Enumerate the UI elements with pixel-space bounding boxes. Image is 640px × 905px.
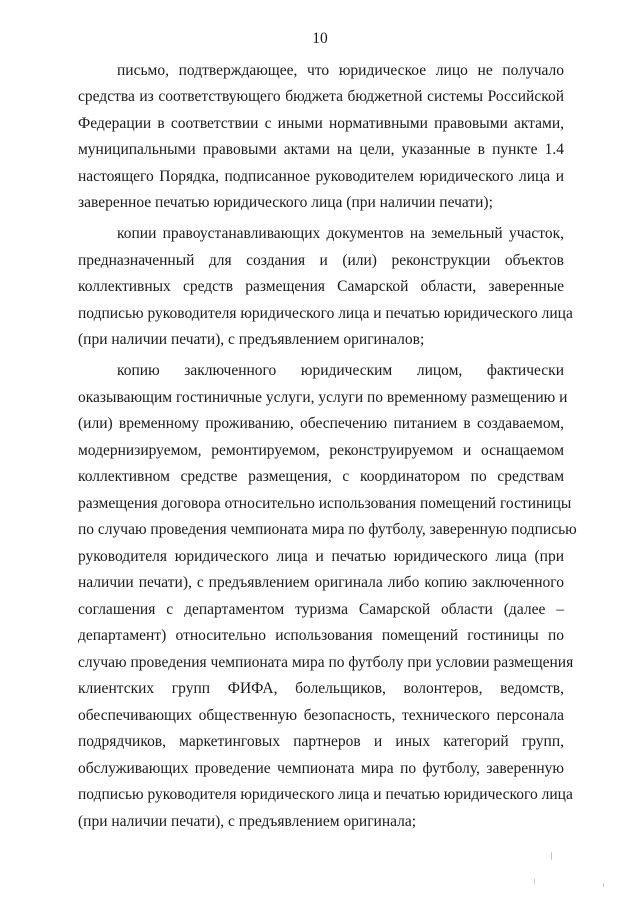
paragraph-3-line-9: наличии печати), с предъявлением оригинала либо копию заключенного bbox=[78, 574, 564, 591]
paragraph-1-line-1: письмо, подтверждающее, что юридическое лицо не получало bbox=[117, 62, 564, 79]
paragraph-3-line-7: по случаю проведения чемпионата мира по футболу, заверенную подписью bbox=[78, 521, 577, 538]
paragraph-3-line-13: клиентских групп ФИФА, болельщиков, волонтеров, ведомств, bbox=[78, 680, 564, 697]
paragraph-3-line-8: руководителя юридического лица и печатью юридического лица (при bbox=[78, 548, 564, 565]
paragraph-3-line-18: (при наличии печати), с предъявлением оригинала; bbox=[78, 813, 417, 830]
paragraph-3-line-14: обеспечивающих общественную безопасность, технического персонала bbox=[78, 707, 564, 724]
paragraph-1-line-5: настоящего Порядка, подписанное руководителем юридического лица и bbox=[78, 168, 564, 185]
paragraph-3-line-6: размещения договора относительно использования помещений гостиницы bbox=[78, 495, 572, 512]
paragraph-1-line-4: муниципальными правовыми актами на цели, указанные в пункте 1.4 bbox=[78, 141, 564, 158]
paragraph-3-line-2: оказывающим гостиничные услуги, услуги по временному размещению и bbox=[78, 389, 568, 406]
paragraph-1-line-6: заверенное печатью юридического лица (при наличии печати); bbox=[78, 194, 493, 211]
paragraph-3-line-10: соглашения с департаментом туризма Самарской области (далее – bbox=[78, 601, 564, 618]
paragraph-3-line-11: департамент) относительно использования помещений гостиницы по bbox=[78, 627, 564, 644]
paragraph-1-line-2: средства из соответствующего бюджета бюджетной системы Российской bbox=[78, 88, 564, 105]
scan-speck bbox=[603, 883, 604, 887]
paragraph-2-line-4: подписью руководителя юридического лица и печатью юридического лица bbox=[78, 305, 573, 322]
paragraph-3-line-17: подписью руководителя юридического лица и печатью юридического лица bbox=[78, 786, 573, 803]
paragraph-2-line-3: коллективных средств размещения Самарской области, заверенные bbox=[78, 278, 564, 295]
paragraph-3-line-16: обслуживающих проведение чемпионата мира по футболу, заверенную bbox=[78, 760, 564, 777]
paragraph-3-line-4: модернизируемом, ремонтируемом, реконструируемом и оснащаемом bbox=[78, 442, 564, 459]
scan-speck bbox=[534, 879, 535, 884]
paragraph-1-line-3: Федерации в соответствии с иными нормативными правовыми актами, bbox=[78, 115, 564, 132]
paragraph-3-line-5: коллективном средстве размещения, с координатором по средствам bbox=[78, 468, 564, 485]
scan-speck bbox=[551, 852, 552, 860]
paragraph-2-line-2: предназначенный для создания и (или) реконструкции объектов bbox=[78, 252, 564, 269]
paragraph-3-line-15: подрядчиков, маркетинговых партнеров и иных категорий групп, bbox=[78, 733, 564, 750]
paragraph-2-line-5: (при наличии печати), с предъявлением оригиналов; bbox=[78, 331, 425, 348]
paragraph-3-line-12: случаю проведения чемпионата мира по футболу при условии размещения bbox=[78, 654, 574, 671]
paragraph-2-line-1: копии правоустанавливающих документов на земельный участок, bbox=[117, 225, 564, 242]
paragraph-3-line-1: копию заключенного юридическим лицом, фактически bbox=[117, 362, 564, 379]
page-number: 10 bbox=[312, 30, 328, 47]
paragraph-3-line-3: (или) временному проживанию, обеспечению питанием в создаваемом, bbox=[78, 415, 564, 432]
